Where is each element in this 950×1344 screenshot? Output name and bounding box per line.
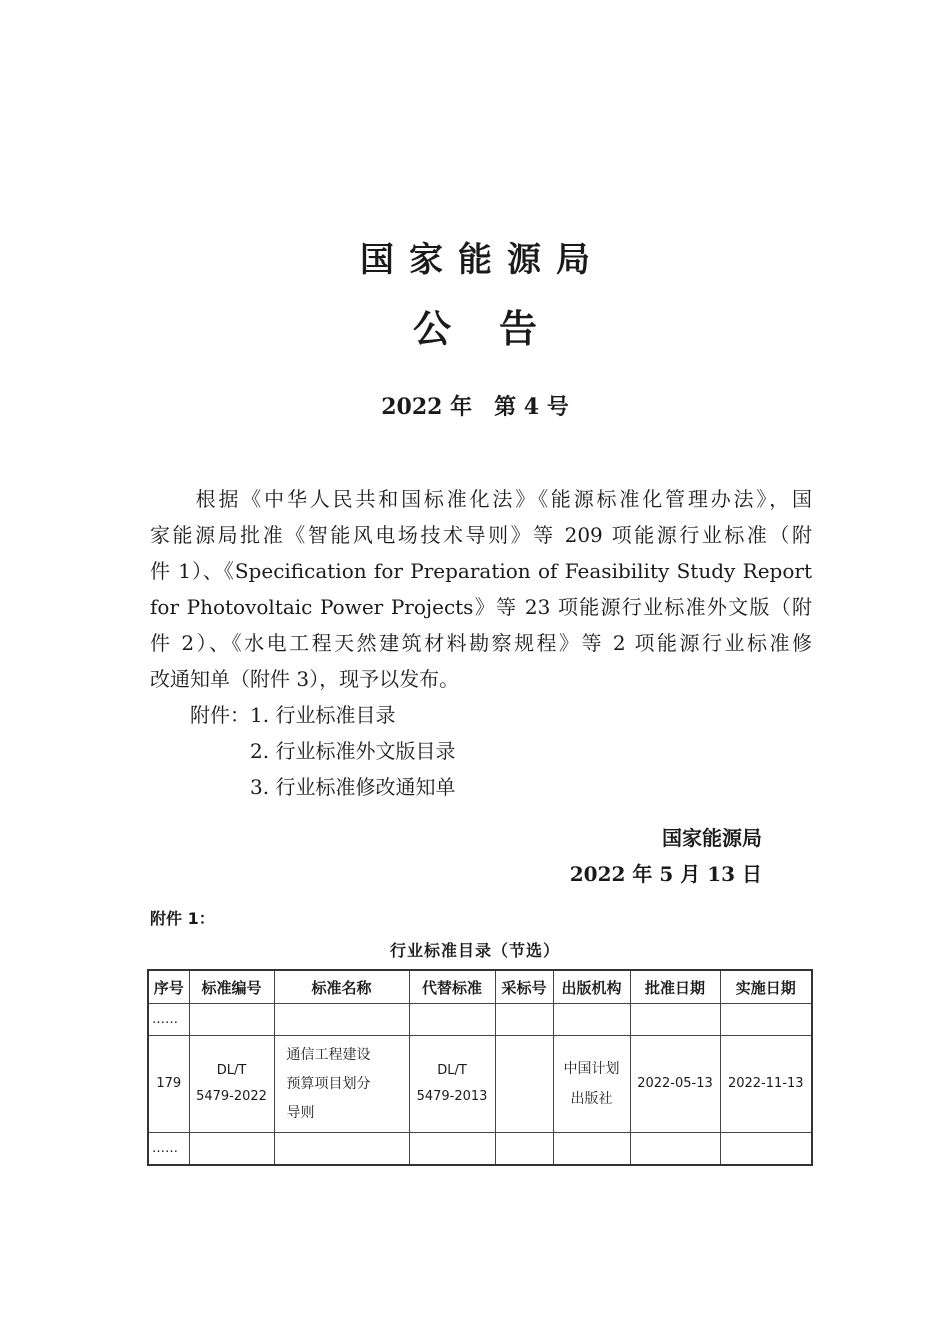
column-header-publisher: 出版机构 bbox=[553, 970, 630, 1004]
adopt-cell bbox=[495, 1036, 553, 1133]
column-header-name: 标准名称 bbox=[274, 970, 409, 1004]
name-line: 通信工程建设 bbox=[286, 1046, 371, 1063]
name-line: 导则 bbox=[286, 1104, 315, 1121]
code-line: 5479-2022 bbox=[196, 1089, 267, 1104]
ellipsis-cell: …… bbox=[148, 1133, 189, 1166]
column-header-effective-date: 实施日期 bbox=[720, 970, 812, 1004]
column-header-replace: 代替标准 bbox=[409, 970, 495, 1004]
replace-line: 5479-2013 bbox=[416, 1089, 488, 1104]
body-line: 家能源局批准《智能风电场技术导则》等 209 项能源行业标准（附 bbox=[150, 523, 812, 547]
effective-date-cell: 2022-11-13 bbox=[720, 1036, 812, 1133]
publisher-cell bbox=[553, 1036, 630, 1133]
table-header-row bbox=[148, 970, 812, 1004]
standards-table bbox=[147, 969, 813, 1166]
code-cell bbox=[189, 1036, 274, 1133]
body-line: 件 1）、《Specification for Preparation of Feasibility Study Report bbox=[150, 559, 812, 583]
attachment-list-item: 附件：1. 行业标准目录 bbox=[150, 703, 396, 727]
body-line: 改通知单（附件 3），现予以发布。 bbox=[150, 667, 460, 691]
table-title: 行业标准目录（节选） bbox=[389, 941, 560, 960]
issuer-title: 国家能源局 bbox=[360, 240, 605, 280]
column-header-approve-date: 批准日期 bbox=[630, 970, 720, 1004]
table-row bbox=[148, 1133, 812, 1166]
body-line: for Photovoltaic Power Projects》等 23 项能源行业标准外文版（附 bbox=[150, 595, 812, 619]
body-line: 根据《中华人民共和国标准化法》《能源标准化管理办法》，国 bbox=[150, 487, 812, 511]
name-line: 预算项目划分 bbox=[286, 1075, 371, 1092]
body-line: 件 2）、《水电工程天然建筑材料勘察规程》等 2 项能源行业标准修 bbox=[150, 631, 812, 655]
publisher-line: 中国计划 bbox=[563, 1061, 620, 1077]
column-header-code: 标准编号 bbox=[189, 970, 274, 1004]
replace-cell bbox=[409, 1036, 495, 1133]
replace-line: DL/T bbox=[437, 1063, 467, 1078]
attachment-list-item: 2. 行业标准外文版目录 bbox=[150, 739, 456, 763]
publisher-line: 出版社 bbox=[570, 1091, 613, 1107]
name-cell bbox=[274, 1036, 409, 1133]
code-line: DL/T bbox=[216, 1063, 247, 1078]
table-row bbox=[148, 1004, 812, 1036]
seq-cell: 179 bbox=[148, 1036, 189, 1133]
column-header-seq: 序号 bbox=[148, 970, 189, 1004]
attachment-list-item: 3. 行业标准修改通知单 bbox=[150, 775, 456, 799]
document-type-title: 公告 bbox=[412, 307, 585, 351]
ellipsis-cell: …… bbox=[148, 1004, 189, 1036]
table-row bbox=[148, 1036, 812, 1133]
column-header-adopt: 采标号 bbox=[495, 970, 553, 1004]
signature-org: 国家能源局 bbox=[662, 826, 762, 850]
signature-date: 2022 年 5 月 13 日 bbox=[569, 862, 762, 886]
attachment-label: 附件 1： bbox=[150, 909, 215, 928]
approve-date-cell: 2022-05-13 bbox=[630, 1036, 720, 1133]
notice-number: 2022 年 第 4 号 bbox=[381, 394, 569, 420]
